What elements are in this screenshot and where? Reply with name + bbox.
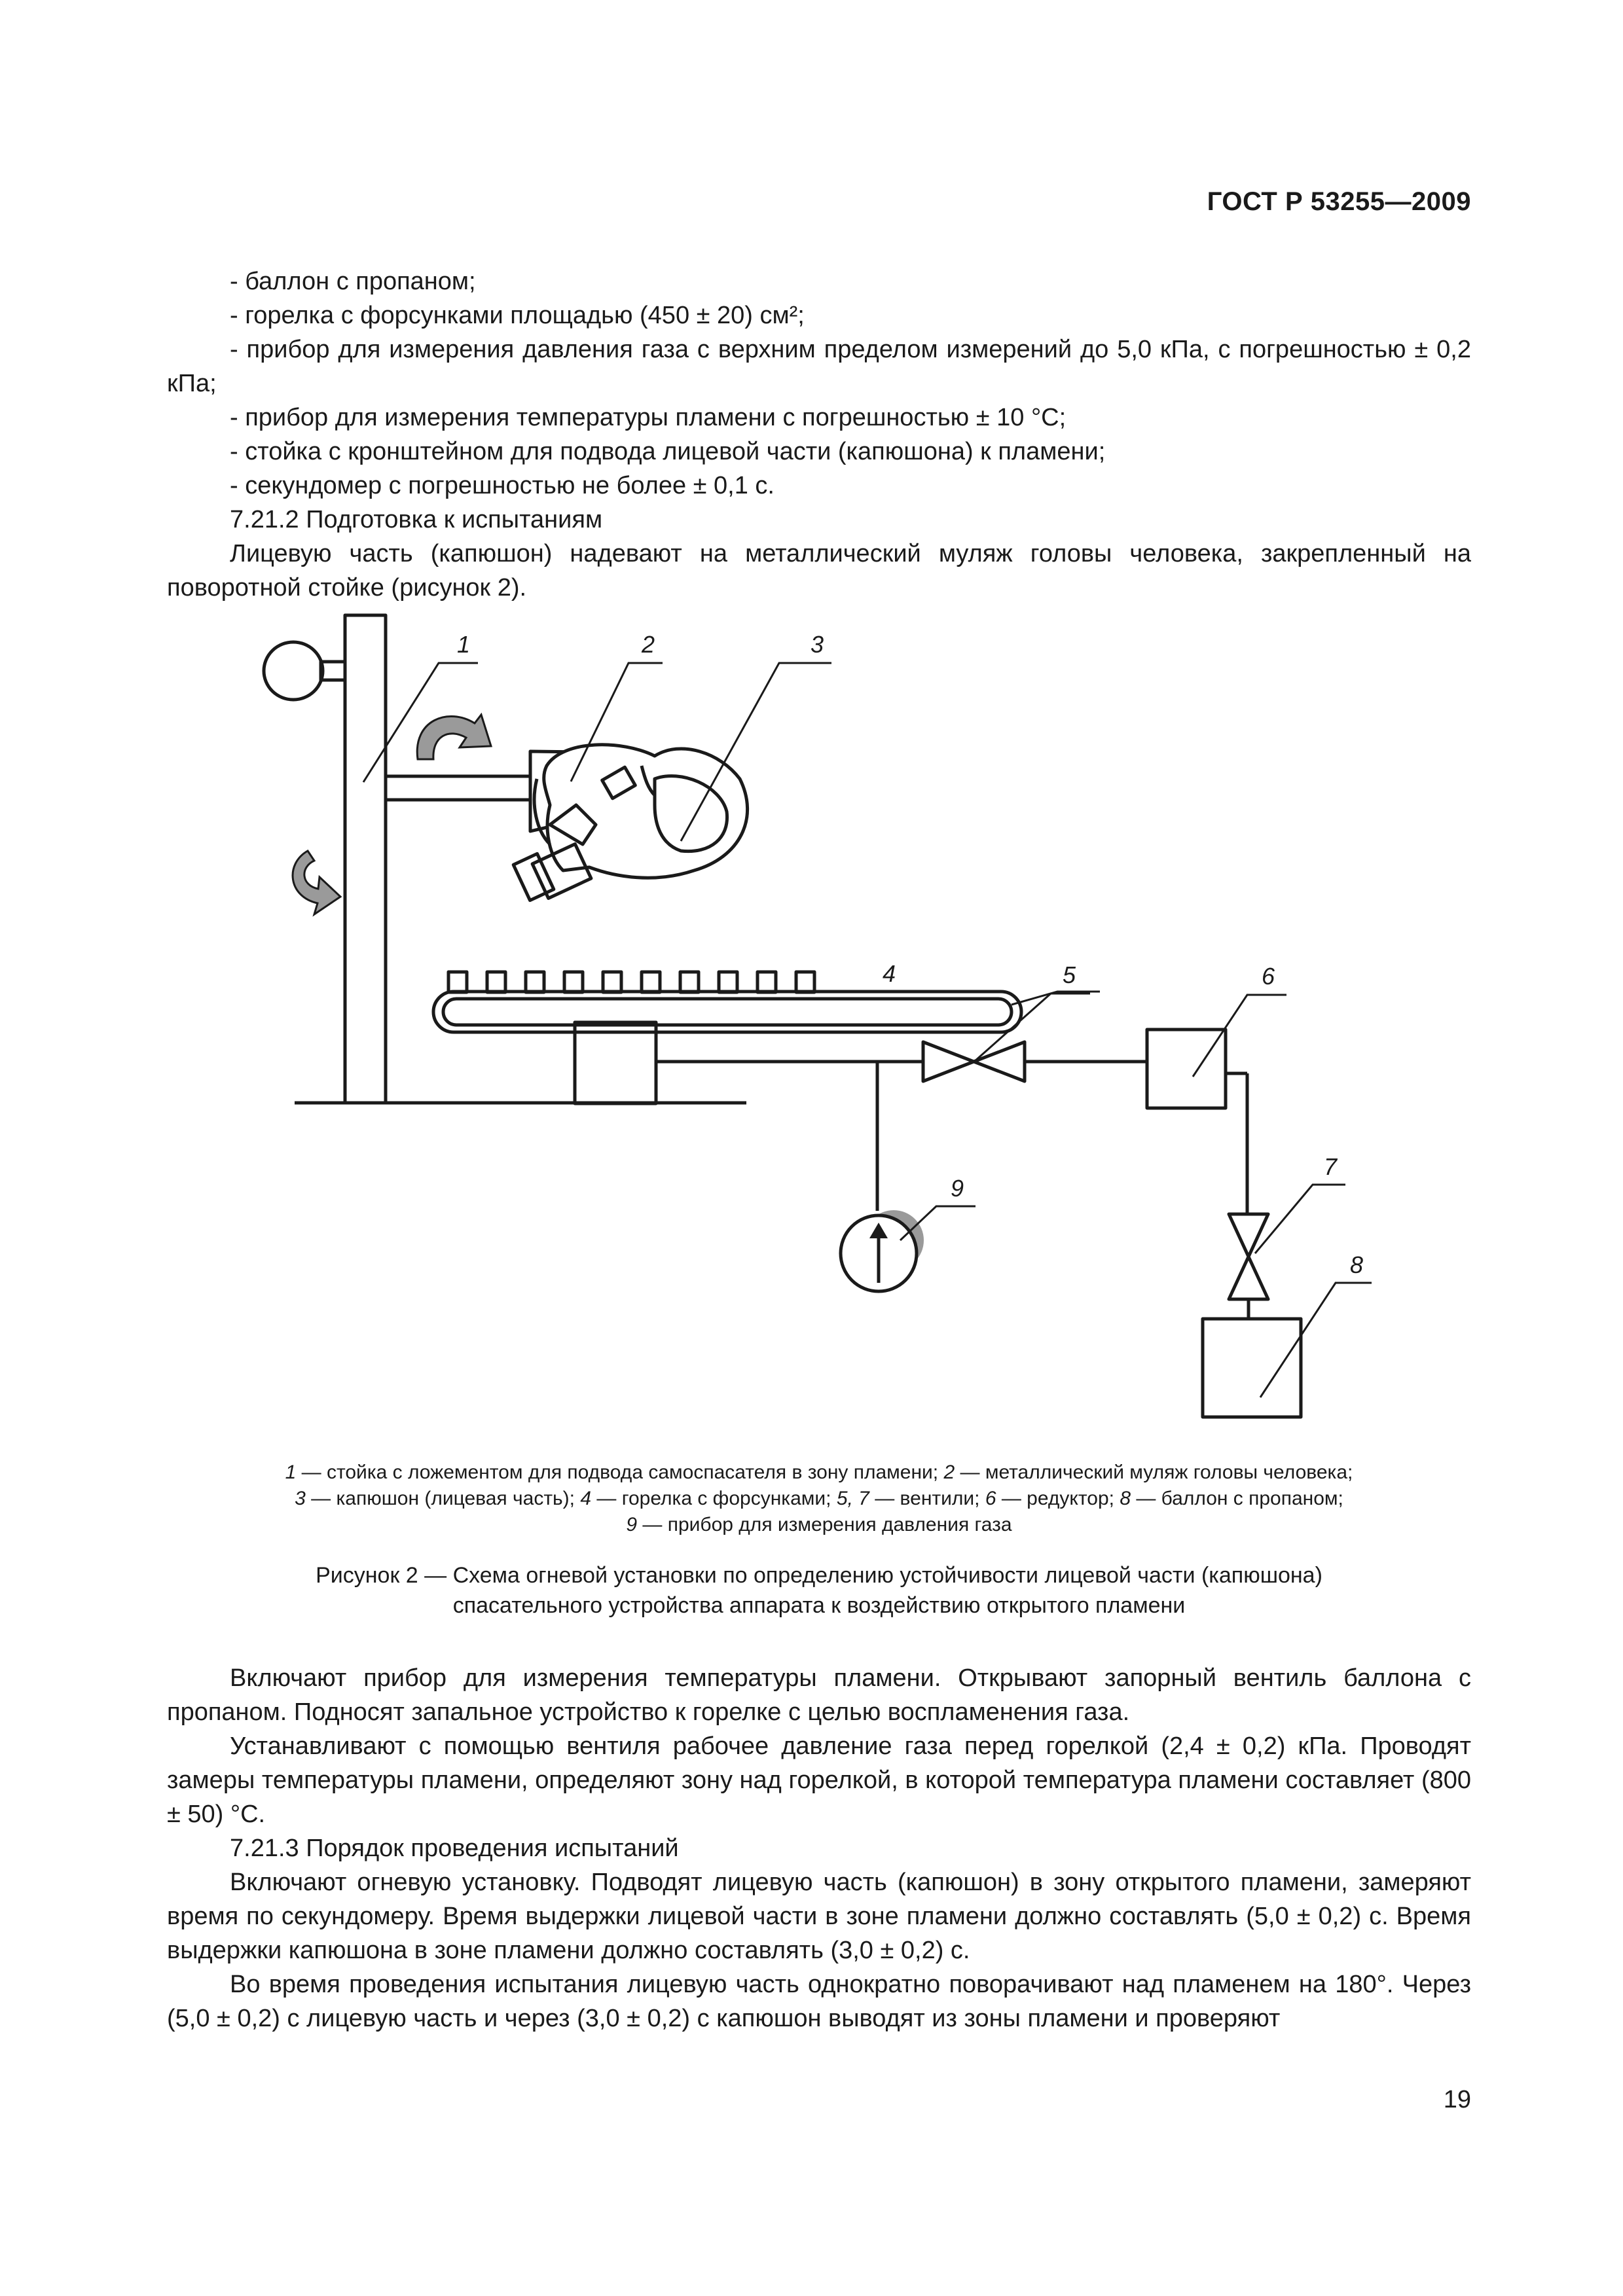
label-4: 4 <box>883 960 896 987</box>
reducer-6 <box>1147 1030 1226 1108</box>
burner-nozzles <box>448 972 814 992</box>
document-code: ГОСТ Р 53255—2009 <box>1207 187 1471 216</box>
label-2: 2 <box>642 631 655 658</box>
label-9: 9 <box>951 1175 964 1202</box>
section-heading: 7.21.2 Подготовка к испытаниям <box>230 506 603 533</box>
paragraph: Во время проведения испытания лицевую часть однократно поворачивают над пламенем на 180°. Через (5,0 ± 0,2) с лицевую часть и через (3,0 ± 0,2) с капюшон выводят из зоны пламени и проверяют <box>167 1971 1471 2032</box>
page-number: 19 <box>1443 2086 1471 2113</box>
stand-post <box>345 615 386 1103</box>
cylinder-8 <box>1203 1319 1301 1417</box>
list-item: - горелка с форсунками площадью (450 ± 20) см²; <box>230 302 805 329</box>
pressure-gauge-9 <box>841 1210 924 1291</box>
list-item: - прибор для измерения температуры пламени с погрешностью ± 10 °С; <box>230 404 1067 431</box>
equipment-list <box>167 264 1471 605</box>
legend-line-1: 1 — стойка с ложементом для подвода самоспасателя в зону пламени; 2 — металлический муляж головы человека; <box>285 1462 1353 1483</box>
list-item: - баллон с пропаном; <box>230 268 476 295</box>
stand-knob <box>264 642 323 700</box>
figure-legend <box>167 1460 1471 1538</box>
paragraph: Лицевую часть (капюшон) надевают на металлический муляж головы человека, закрепленный на поворотной стойке (рисунок 2). <box>167 540 1471 601</box>
paragraph: Включают огневую установку. Подводят лицевую часть (капюшон) в зону открытого пламени, замеряют время по секундомеру. Время выдержки лицевой части в зоне пламени должно составлять (5,0 ± 0,2) с. Время выдержки капюшона в зоне пламени должно составлять (3,0 ± 0,2) с. <box>167 1869 1471 1964</box>
rotation-arrow-top <box>417 715 491 759</box>
rotation-arrows <box>293 715 491 914</box>
label-6: 6 <box>1262 963 1275 990</box>
body-text-lower <box>167 1661 1471 2036</box>
knob-stem <box>321 662 345 680</box>
label-5: 5 <box>1063 961 1076 988</box>
label-3: 3 <box>811 631 824 658</box>
legend-line-3: 9 — прибор для измерения давления газа <box>626 1514 1012 1535</box>
label-7: 7 <box>1324 1153 1338 1180</box>
bracket-arm <box>386 776 532 800</box>
list-item: - прибор для измерения давления газа с верхним пределом измерений до 5,0 кПа, с погрешностью ± 0,2 кПа; <box>167 336 1471 397</box>
valve-7 <box>1229 1214 1268 1299</box>
burner-support <box>575 1022 656 1103</box>
section-heading: 7.21.3 Порядок проведения испытаний <box>230 1835 679 1862</box>
burner-inner <box>443 999 1012 1025</box>
label-8: 8 <box>1350 1251 1364 1278</box>
figure-2-diagram <box>223 609 1434 1433</box>
legend-line-2: 3 — капюшон (лицевая часть); 4 — горелка с форсунками; 5, 7 — вентили; 6 — редуктор; 8 — баллон с пропаном; <box>295 1488 1343 1509</box>
figure-labels <box>457 631 1363 1278</box>
diagram-svg <box>223 609 1434 1433</box>
paragraph: Устанавливают с помощью вентиля рабочее давление газа перед горелкой (2,4 ± 0,2) кПа. Проводят замеры температуры пламени, определяют зону над горелкой, в которой температура пламени составляет (800 ± 50) °С. <box>167 1732 1471 1828</box>
paragraph: Включают прибор для измерения температуры пламени. Открывают запорный вентиль баллона с пропаном. Подносят запальное устройство к горелке с целью воспламенения газа. <box>167 1664 1471 1726</box>
valve-5 <box>923 1042 1025 1081</box>
list-item: - стойка с кронштейном для подвода лицевой части (капюшона) к пламени; <box>230 438 1106 465</box>
rotation-arrow-side <box>293 851 340 914</box>
figure-caption: Рисунок 2 — Схема огневой установки по определению устойчивости лицевой части (капюшона) спасательного устройства аппарата к воздействию открытого пламени <box>316 1563 1322 1618</box>
head-and-hood <box>513 745 747 901</box>
list-item: - секундомер с погрешностью не более ± 0,1 с. <box>230 472 775 499</box>
label-1: 1 <box>457 631 471 658</box>
